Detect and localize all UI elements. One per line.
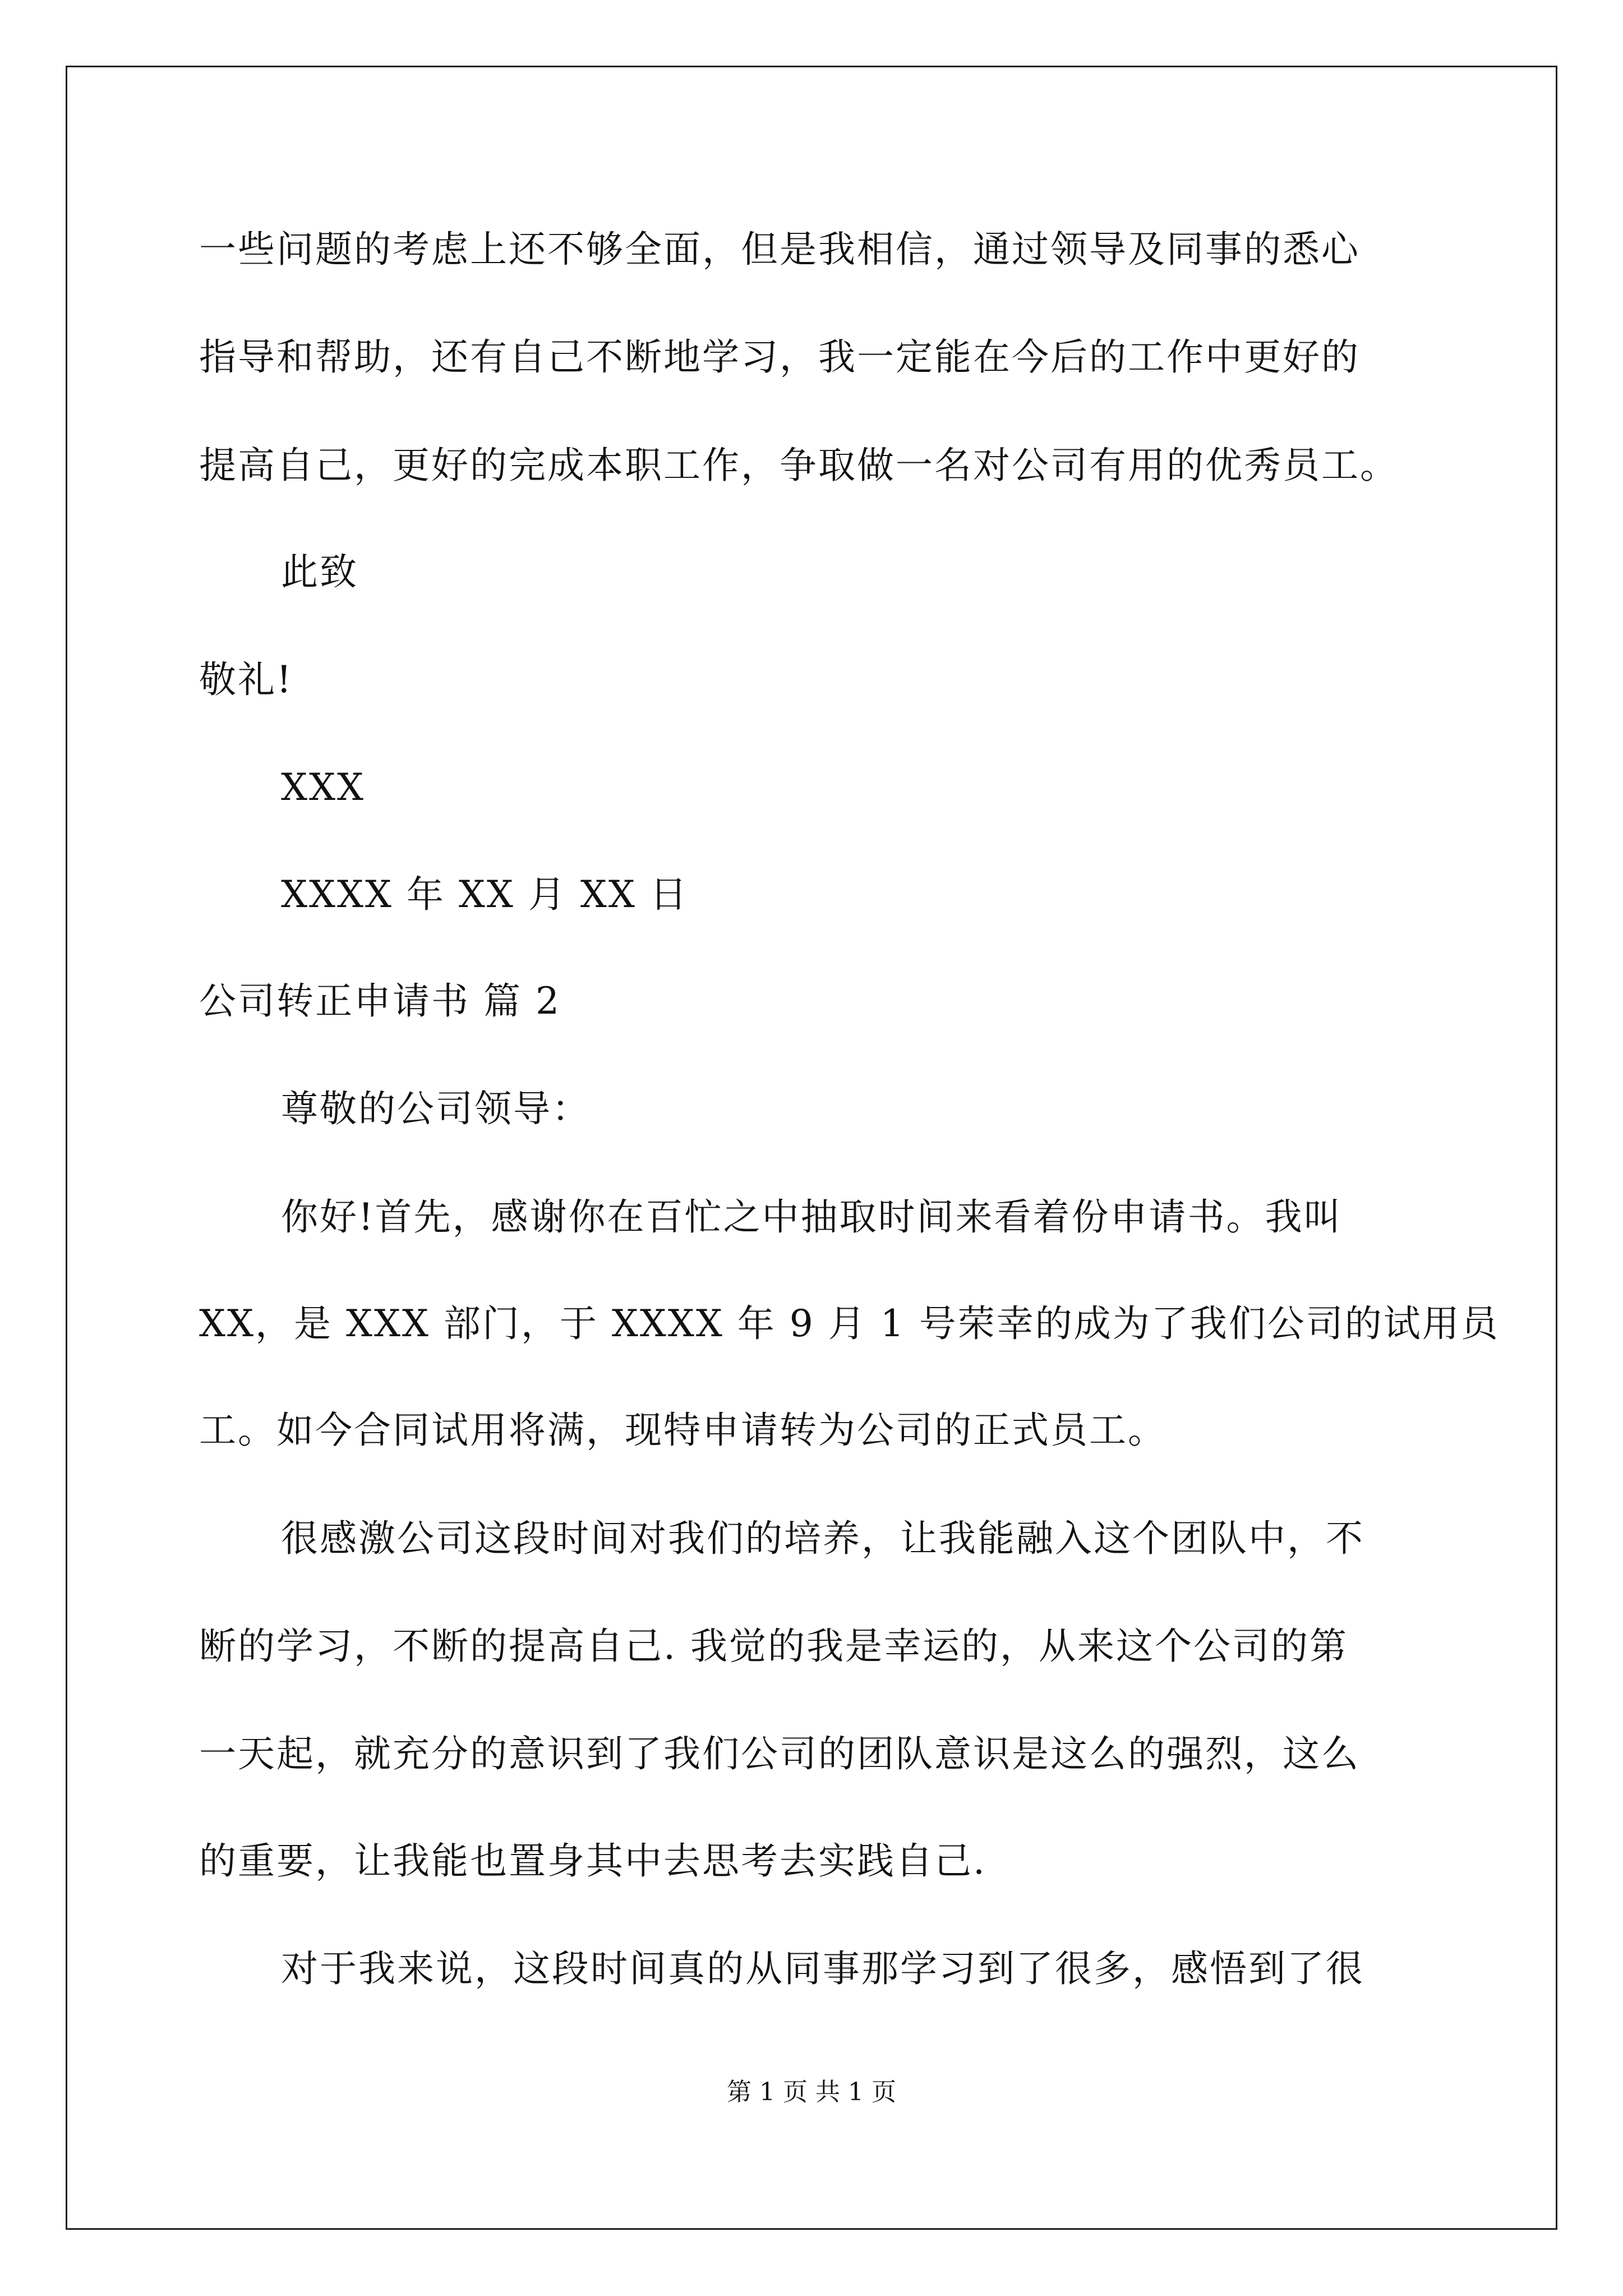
signature-name: XXX <box>281 766 365 809</box>
text-line: 工。如今合同试用将满，现特申请转为公司的正式员工。 <box>199 1409 1166 1452</box>
text-line: XX，是 XXX 部门，于 XXXX 年 9 月 1 号荣幸的成为了我们公司的试用员 <box>199 1302 1500 1345</box>
text-line: 一天起，就充分的意识到了我们公司的团队意识是这么的强烈，这么 <box>199 1732 1360 1775</box>
text-line: 对于我来说，这段时间真的从同事那学习到了很多，感悟到了很 <box>281 1947 1364 1990</box>
section-heading: 公司转正申请书 篇 2 <box>199 979 561 1023</box>
text-line: 提高自己，更好的完成本职工作，争取做一名对公司有用的优秀员工。 <box>199 444 1399 487</box>
page-border <box>66 66 1557 2230</box>
signature-date: XXXX 年 XX 月 XX 日 <box>281 873 689 916</box>
page-footer: 第 1 页 共 1 页 <box>727 2078 896 2106</box>
closing-regards: 敬礼! <box>199 658 293 701</box>
text-line: 一些问题的考虑上还不够全面，但是我相信，通过领导及同事的悉心 <box>199 228 1360 271</box>
text-line: 你好!首先，感谢你在百忙之中抽取时间来看着份申请书。我叫 <box>281 1195 1343 1239</box>
text-line: 断的学习，不断的提高自己. 我觉的我是幸运的，从来这个公司的第 <box>199 1625 1348 1668</box>
text-line: 的重要，让我能也置身其中去思考去实践自己. <box>199 1839 986 1883</box>
closing-salutation: 此致 <box>281 550 358 593</box>
text-line: 很感激公司这段时间对我们的培养，让我能融入这个团队中，不 <box>281 1517 1364 1560</box>
letter-greeting: 尊敬的公司领导： <box>281 1087 591 1130</box>
text-line: 指导和帮助，还有自己不断地学习，我一定能在今后的工作中更好的 <box>199 335 1360 379</box>
